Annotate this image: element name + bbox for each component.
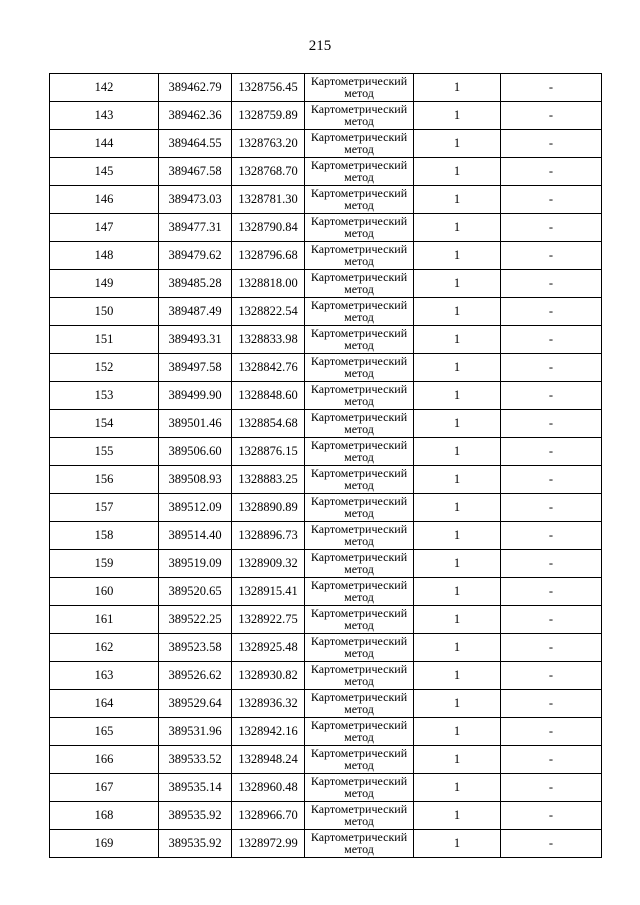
description-cell: - — [501, 130, 602, 158]
x-coordinate-cell: 389523.58 — [159, 634, 232, 662]
accuracy-cell: 1 — [414, 382, 501, 410]
description-cell: - — [501, 662, 602, 690]
y-coordinate-cell: 1328896.73 — [232, 522, 305, 550]
method-label-line1: Картометрический — [310, 746, 408, 760]
point-number-cell: 142 — [50, 74, 159, 102]
y-coordinate-cell: 1328972.99 — [232, 830, 305, 858]
method-label-line1: Картометрический — [310, 690, 408, 704]
accuracy-cell: 1 — [414, 494, 501, 522]
table-row — [50, 326, 602, 354]
method-label-line2: метод — [344, 170, 374, 184]
method-label-line1: Картометрический — [310, 830, 408, 844]
x-coordinate-cell: 389512.09 — [159, 494, 232, 522]
method-cell — [305, 718, 414, 746]
accuracy-cell: 1 — [414, 522, 501, 550]
method-label-line1: Картометрический — [310, 550, 408, 564]
accuracy-cell: 1 — [414, 298, 501, 326]
method-label-line1: Картометрический — [310, 186, 408, 200]
accuracy-cell: 1 — [414, 466, 501, 494]
description-cell: - — [501, 354, 602, 382]
table-row — [50, 382, 602, 410]
x-coordinate-cell: 389533.52 — [159, 746, 232, 774]
method-label-line1: Картометрический — [310, 438, 408, 452]
description-cell: - — [501, 774, 602, 802]
method-label-line1: Картометрический — [310, 214, 408, 228]
method-cell — [305, 746, 414, 774]
point-number-cell: 160 — [50, 578, 159, 606]
table-row — [50, 550, 602, 578]
x-coordinate-cell: 389529.64 — [159, 690, 232, 718]
description-cell: - — [501, 746, 602, 774]
method-label-line1: Картометрический — [310, 662, 408, 676]
y-coordinate-cell: 1328948.24 — [232, 746, 305, 774]
table-row — [50, 830, 602, 858]
point-number-cell: 166 — [50, 746, 159, 774]
description-cell: - — [501, 298, 602, 326]
method-cell — [305, 298, 414, 326]
table-row — [50, 74, 602, 102]
description-cell: - — [501, 214, 602, 242]
method-label-line2: метод — [344, 646, 374, 660]
y-coordinate-cell: 1328796.68 — [232, 242, 305, 270]
description-cell: - — [501, 690, 602, 718]
method-cell — [305, 578, 414, 606]
description-cell: - — [501, 438, 602, 466]
table-row — [50, 298, 602, 326]
method-label-line1: Картометрический — [310, 522, 408, 536]
accuracy-cell: 1 — [414, 214, 501, 242]
x-coordinate-cell: 389501.46 — [159, 410, 232, 438]
point-number-cell: 165 — [50, 718, 159, 746]
x-coordinate-cell: 389535.92 — [159, 802, 232, 830]
method-label-line2: метод — [344, 254, 374, 268]
y-coordinate-cell: 1328833.98 — [232, 326, 305, 354]
point-number-cell: 159 — [50, 550, 159, 578]
method-label-line1: Картометрический — [310, 298, 408, 312]
point-number-cell: 169 — [50, 830, 159, 858]
accuracy-cell: 1 — [414, 830, 501, 858]
method-cell — [305, 662, 414, 690]
x-coordinate-cell: 389479.62 — [159, 242, 232, 270]
accuracy-cell: 1 — [414, 550, 501, 578]
method-label-line2: метод — [344, 310, 374, 324]
method-label-line1: Картометрический — [310, 774, 408, 788]
table-row — [50, 662, 602, 690]
description-cell: - — [501, 634, 602, 662]
method-label-line1: Картометрический — [310, 74, 408, 88]
y-coordinate-cell: 1328936.32 — [232, 690, 305, 718]
coordinates-table — [49, 73, 602, 858]
y-coordinate-cell: 1328883.25 — [232, 466, 305, 494]
description-cell: - — [501, 270, 602, 298]
accuracy-cell: 1 — [414, 606, 501, 634]
table-row — [50, 718, 602, 746]
method-label-line2: метод — [344, 366, 374, 380]
y-coordinate-cell: 1328876.15 — [232, 438, 305, 466]
y-coordinate-cell: 1328854.68 — [232, 410, 305, 438]
method-cell — [305, 242, 414, 270]
y-coordinate-cell: 1328925.48 — [232, 634, 305, 662]
description-cell: - — [501, 830, 602, 858]
y-coordinate-cell: 1328930.82 — [232, 662, 305, 690]
description-cell: - — [501, 382, 602, 410]
accuracy-cell: 1 — [414, 774, 501, 802]
method-cell — [305, 158, 414, 186]
x-coordinate-cell: 389522.25 — [159, 606, 232, 634]
method-cell — [305, 74, 414, 102]
method-label-line2: метод — [344, 814, 374, 828]
table-row — [50, 802, 602, 830]
table-row — [50, 354, 602, 382]
method-label-line2: метод — [344, 702, 374, 716]
point-number-cell: 146 — [50, 186, 159, 214]
accuracy-cell: 1 — [414, 130, 501, 158]
x-coordinate-cell: 389508.93 — [159, 466, 232, 494]
x-coordinate-cell: 389462.36 — [159, 102, 232, 130]
y-coordinate-cell: 1328763.20 — [232, 130, 305, 158]
method-label-line1: Картометрический — [310, 494, 408, 508]
accuracy-cell: 1 — [414, 438, 501, 466]
method-cell — [305, 606, 414, 634]
accuracy-cell: 1 — [414, 578, 501, 606]
accuracy-cell: 1 — [414, 746, 501, 774]
method-label-line2: метод — [344, 114, 374, 128]
description-cell: - — [501, 802, 602, 830]
x-coordinate-cell: 389520.65 — [159, 578, 232, 606]
method-label-line2: метод — [344, 786, 374, 800]
accuracy-cell: 1 — [414, 102, 501, 130]
x-coordinate-cell: 389514.40 — [159, 522, 232, 550]
y-coordinate-cell: 1328890.89 — [232, 494, 305, 522]
table-row — [50, 466, 602, 494]
table-row — [50, 690, 602, 718]
x-coordinate-cell: 389531.96 — [159, 718, 232, 746]
method-label-line2: метод — [344, 450, 374, 464]
method-label-line1: Картометрический — [310, 578, 408, 592]
method-cell — [305, 102, 414, 130]
table-row — [50, 578, 602, 606]
description-cell: - — [501, 578, 602, 606]
table-row — [50, 214, 602, 242]
point-number-cell: 164 — [50, 690, 159, 718]
point-number-cell: 153 — [50, 382, 159, 410]
x-coordinate-cell: 389477.31 — [159, 214, 232, 242]
y-coordinate-cell: 1328818.00 — [232, 270, 305, 298]
accuracy-cell: 1 — [414, 270, 501, 298]
table-row — [50, 634, 602, 662]
description-cell: - — [501, 718, 602, 746]
description-cell: - — [501, 410, 602, 438]
method-cell — [305, 410, 414, 438]
y-coordinate-cell: 1328842.76 — [232, 354, 305, 382]
point-number-cell: 154 — [50, 410, 159, 438]
method-label-line2: метод — [344, 86, 374, 100]
accuracy-cell: 1 — [414, 662, 501, 690]
method-cell — [305, 354, 414, 382]
method-cell — [305, 802, 414, 830]
method-label-line1: Картометрический — [310, 382, 408, 396]
point-number-cell: 147 — [50, 214, 159, 242]
y-coordinate-cell: 1328822.54 — [232, 298, 305, 326]
description-cell: - — [501, 494, 602, 522]
table-row — [50, 102, 602, 130]
method-label-line2: метод — [344, 394, 374, 408]
method-label-line2: метод — [344, 338, 374, 352]
x-coordinate-cell: 389506.60 — [159, 438, 232, 466]
method-label-line1: Картометрический — [310, 354, 408, 368]
page-number: 215 — [308, 38, 332, 54]
x-coordinate-cell: 389526.62 — [159, 662, 232, 690]
x-coordinate-cell: 389535.92 — [159, 830, 232, 858]
y-coordinate-cell: 1328922.75 — [232, 606, 305, 634]
x-coordinate-cell: 389535.14 — [159, 774, 232, 802]
point-number-cell: 162 — [50, 634, 159, 662]
method-label-line1: Картометрический — [310, 158, 408, 172]
method-cell — [305, 774, 414, 802]
table-row — [50, 186, 602, 214]
accuracy-cell: 1 — [414, 354, 501, 382]
y-coordinate-cell: 1328909.32 — [232, 550, 305, 578]
y-coordinate-cell: 1328960.48 — [232, 774, 305, 802]
method-cell — [305, 522, 414, 550]
method-label-line1: Картометрический — [310, 102, 408, 116]
y-coordinate-cell: 1328756.45 — [232, 74, 305, 102]
x-coordinate-cell: 389493.31 — [159, 326, 232, 354]
accuracy-cell: 1 — [414, 158, 501, 186]
method-label-line1: Картометрический — [310, 466, 408, 480]
method-label-line2: метод — [344, 506, 374, 520]
method-label-line1: Картометрический — [310, 130, 408, 144]
description-cell: - — [501, 158, 602, 186]
method-label-line2: метод — [344, 758, 374, 772]
accuracy-cell: 1 — [414, 326, 501, 354]
method-cell — [305, 466, 414, 494]
y-coordinate-cell: 1328966.70 — [232, 802, 305, 830]
table-row — [50, 270, 602, 298]
method-cell — [305, 186, 414, 214]
point-number-cell: 168 — [50, 802, 159, 830]
table-row — [50, 522, 602, 550]
method-label-line1: Картометрический — [310, 718, 408, 732]
point-number-cell: 145 — [50, 158, 159, 186]
point-number-cell: 151 — [50, 326, 159, 354]
y-coordinate-cell: 1328768.70 — [232, 158, 305, 186]
method-label-line1: Картометрический — [310, 802, 408, 816]
y-coordinate-cell: 1328942.16 — [232, 718, 305, 746]
table-row — [50, 606, 602, 634]
description-cell: - — [501, 522, 602, 550]
accuracy-cell: 1 — [414, 186, 501, 214]
method-label-line2: метод — [344, 142, 374, 156]
point-number-cell: 149 — [50, 270, 159, 298]
method-label-line1: Картометрический — [310, 270, 408, 284]
description-cell: - — [501, 186, 602, 214]
accuracy-cell: 1 — [414, 690, 501, 718]
method-label-line2: метод — [344, 562, 374, 576]
point-number-cell: 157 — [50, 494, 159, 522]
y-coordinate-cell: 1328759.89 — [232, 102, 305, 130]
table-row — [50, 410, 602, 438]
table-row — [50, 494, 602, 522]
method-label-line1: Картометрический — [310, 242, 408, 256]
method-cell — [305, 494, 414, 522]
method-cell — [305, 130, 414, 158]
point-number-cell: 158 — [50, 522, 159, 550]
method-label-line2: метод — [344, 478, 374, 492]
method-label-line2: метод — [344, 730, 374, 744]
method-label-line2: метод — [344, 226, 374, 240]
method-cell — [305, 690, 414, 718]
accuracy-cell: 1 — [414, 410, 501, 438]
method-label-line2: метод — [344, 674, 374, 688]
table-row — [50, 746, 602, 774]
method-cell — [305, 634, 414, 662]
method-label-line1: Картометрический — [310, 634, 408, 648]
point-number-cell: 156 — [50, 466, 159, 494]
y-coordinate-cell: 1328790.84 — [232, 214, 305, 242]
method-label-line1: Картометрический — [310, 326, 408, 340]
point-number-cell: 148 — [50, 242, 159, 270]
method-cell — [305, 830, 414, 858]
method-label-line2: метод — [344, 534, 374, 548]
x-coordinate-cell: 389473.03 — [159, 186, 232, 214]
method-cell — [305, 326, 414, 354]
y-coordinate-cell: 1328848.60 — [232, 382, 305, 410]
x-coordinate-cell: 389519.09 — [159, 550, 232, 578]
method-cell — [305, 270, 414, 298]
method-label-line1: Картометрический — [310, 606, 408, 620]
point-number-cell: 167 — [50, 774, 159, 802]
description-cell: - — [501, 102, 602, 130]
point-number-cell: 155 — [50, 438, 159, 466]
x-coordinate-cell: 389467.58 — [159, 158, 232, 186]
point-number-cell: 150 — [50, 298, 159, 326]
accuracy-cell: 1 — [414, 718, 501, 746]
x-coordinate-cell: 389485.28 — [159, 270, 232, 298]
x-coordinate-cell: 389487.49 — [159, 298, 232, 326]
description-cell: - — [501, 326, 602, 354]
method-label-line2: метод — [344, 842, 374, 856]
method-cell — [305, 214, 414, 242]
table-row — [50, 438, 602, 466]
x-coordinate-cell: 389497.58 — [159, 354, 232, 382]
method-label-line1: Картометрический — [310, 410, 408, 424]
point-number-cell: 143 — [50, 102, 159, 130]
x-coordinate-cell: 389462.79 — [159, 74, 232, 102]
description-cell: - — [501, 466, 602, 494]
method-label-line2: метод — [344, 618, 374, 632]
description-cell: - — [501, 242, 602, 270]
accuracy-cell: 1 — [414, 242, 501, 270]
table-row — [50, 242, 602, 270]
table-row — [50, 158, 602, 186]
point-number-cell: 152 — [50, 354, 159, 382]
y-coordinate-cell: 1328781.30 — [232, 186, 305, 214]
accuracy-cell: 1 — [414, 74, 501, 102]
table-row — [50, 130, 602, 158]
point-number-cell: 161 — [50, 606, 159, 634]
point-number-cell: 163 — [50, 662, 159, 690]
accuracy-cell: 1 — [414, 802, 501, 830]
x-coordinate-cell: 389464.55 — [159, 130, 232, 158]
method-cell — [305, 550, 414, 578]
method-cell — [305, 438, 414, 466]
method-label-line2: метод — [344, 282, 374, 296]
method-label-line2: метод — [344, 198, 374, 212]
method-label-line2: метод — [344, 590, 374, 604]
description-cell: - — [501, 606, 602, 634]
table-body — [50, 74, 602, 858]
description-cell: - — [501, 550, 602, 578]
table-row — [50, 774, 602, 802]
method-label-line2: метод — [344, 422, 374, 436]
x-coordinate-cell: 389499.90 — [159, 382, 232, 410]
y-coordinate-cell: 1328915.41 — [232, 578, 305, 606]
point-number-cell: 144 — [50, 130, 159, 158]
description-cell: - — [501, 74, 602, 102]
method-cell — [305, 382, 414, 410]
accuracy-cell: 1 — [414, 634, 501, 662]
